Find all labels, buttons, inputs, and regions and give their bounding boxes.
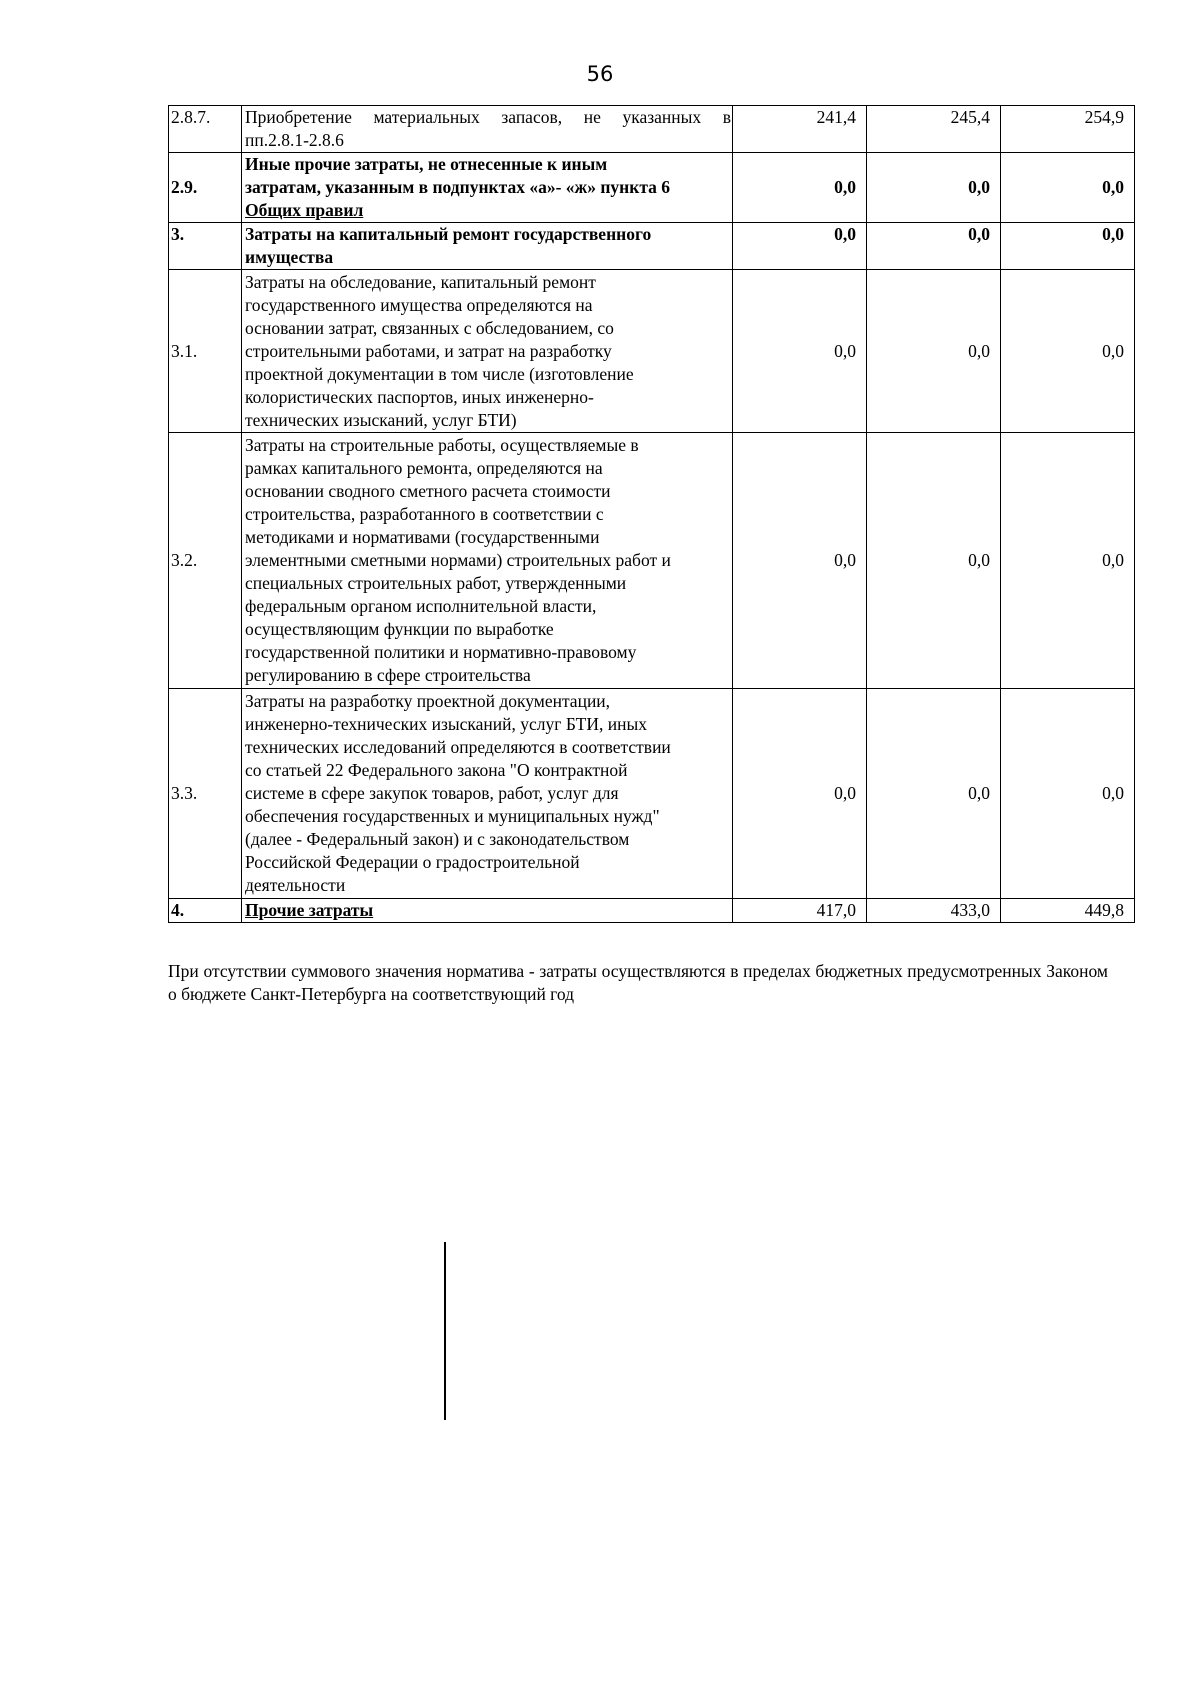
row-description-line: системе в сфере закупок товаров, работ, услуг для	[245, 783, 619, 803]
table-row-2-8-7	[169, 106, 1135, 153]
row-value-year-3: 0,0	[1001, 153, 1135, 223]
row-description-line: государственной политики и нормативно-правовому	[245, 642, 637, 662]
row-value-year-2: 0,0	[867, 689, 1001, 899]
row-description-line: Затраты на обследование, капитальный ремонт	[245, 271, 596, 292]
row-description-line: регулированию в сфере строительства	[245, 665, 531, 685]
row-description-line: осуществляющим функции по выработке	[245, 619, 554, 639]
row-value-year-3: 0,0	[1001, 433, 1135, 689]
row-description-line: Иные прочие затраты, не отнесенные к иным	[245, 154, 608, 174]
vertical-rule	[444, 1242, 446, 1420]
row-description-line: имущества	[245, 247, 334, 267]
table-row-3-2	[169, 433, 1135, 689]
row-description-line: Затраты на строительные работы, осуществляемые в	[245, 435, 639, 455]
row-description-line: Затраты на разработку проектной документации,	[245, 691, 611, 711]
row-value-year-2: 0,0	[867, 223, 1001, 270]
row-description-line: проектной документации в том числе (изготовление	[245, 363, 634, 384]
row-description-line: колористических паспортов, иных инженерно-	[245, 386, 594, 407]
row-code: 3.3.	[169, 689, 242, 899]
row-value-year-3: 0,0	[1001, 223, 1135, 270]
row-code: 3.1.	[169, 270, 242, 433]
table-row-3	[169, 223, 1135, 270]
row-value-year-1: 0,0	[733, 223, 867, 270]
row-description-line: строительными работами, и затрат на разработку	[245, 340, 612, 361]
row-description-line: элементными сметными нормами) строительных работ и	[245, 550, 671, 570]
row-value-year-3: 0,0	[1001, 270, 1135, 433]
row-description-line: обеспечения государственных и муниципальных нужд"	[245, 806, 660, 826]
row-description	[242, 223, 733, 270]
row-description-line: Затраты на капитальный ремонт государственного	[245, 224, 652, 244]
row-value-year-1: 241,4	[733, 106, 867, 153]
page-number: 56	[586, 62, 614, 86]
row-value-year-3: 449,8	[1001, 899, 1135, 923]
row-description-line: специальных строительных работ, утвержденными	[245, 573, 627, 593]
row-code: 2.8.7.	[169, 106, 242, 153]
row-description	[242, 270, 733, 433]
row-description-line: технических исследований определяются в соответствии	[245, 737, 671, 757]
row-value-year-3: 0,0	[1001, 689, 1135, 899]
row-description	[242, 106, 733, 153]
table-row-3-1	[169, 270, 1135, 433]
row-description-line: Приобретение материальных запасов, не указанных в	[245, 107, 731, 127]
row-code: 4.	[169, 899, 242, 923]
row-code: 3.	[169, 223, 242, 270]
row-value-year-2: 0,0	[867, 433, 1001, 689]
row-description	[242, 899, 733, 923]
row-description-line: строительства, разработанного в соответствии с	[245, 504, 604, 524]
row-description-line: пп.2.8.1-2.8.6	[245, 130, 344, 150]
row-value-year-2: 0,0	[867, 153, 1001, 223]
row-description-line: затратам, указанным в подпунктах «а»- «ж» пункта 6	[245, 177, 671, 197]
row-description	[242, 689, 733, 899]
row-description-line: Прочие затраты	[245, 900, 374, 920]
row-description-line: основании сводного сметного расчета стоимости	[245, 481, 611, 501]
row-description-line: инженерно-технических изысканий, услуг БТИ, иных	[245, 714, 647, 734]
row-description-line: методиками и нормативами (государственными	[245, 527, 600, 547]
row-description-line: государственного имущества определяются на	[245, 294, 593, 315]
row-description-line: Общих правил	[245, 200, 364, 220]
table-row-2-9	[169, 153, 1135, 223]
row-description-line: технических изысканий, услуг БТИ)	[245, 409, 517, 430]
footnote-text: При отсутствии суммового значения норматива - затраты осуществляются в пределах бюджетных предусмотренных Законом о бюджете Санкт-Петербурга на соответствующий год	[168, 961, 1108, 1004]
table-row-3-3	[169, 689, 1135, 899]
row-description-line: деятельности	[245, 875, 346, 895]
cost-norms-table	[168, 105, 1135, 923]
row-value-year-1: 0,0	[733, 433, 867, 689]
row-description	[242, 433, 733, 689]
row-code: 2.9.	[169, 153, 242, 223]
row-description-line: (далее - Федеральный закон) и с законодательством	[245, 829, 630, 849]
row-description	[242, 153, 733, 223]
row-value-year-1: 0,0	[733, 689, 867, 899]
row-description-line: рамках капитального ремонта, определяются на	[245, 458, 603, 478]
row-description-line: основании затрат, связанных с обследованием, со	[245, 317, 614, 338]
row-value-year-1: 0,0	[733, 153, 867, 223]
row-value-year-3: 254,9	[1001, 106, 1135, 153]
row-description-line: со статьей 22 Федерального закона "О контрактной	[245, 760, 628, 780]
row-description-line: федеральным органом исполнительной власти,	[245, 596, 597, 616]
row-value-year-2: 433,0	[867, 899, 1001, 923]
row-code: 3.2.	[169, 433, 242, 689]
row-value-year-1: 417,0	[733, 899, 867, 923]
row-value-year-2: 0,0	[867, 270, 1001, 433]
row-description-line: Российской Федерации о градостроительной	[245, 852, 580, 872]
row-value-year-1: 0,0	[733, 270, 867, 433]
row-value-year-2: 245,4	[867, 106, 1001, 153]
table-row-4	[169, 899, 1135, 923]
